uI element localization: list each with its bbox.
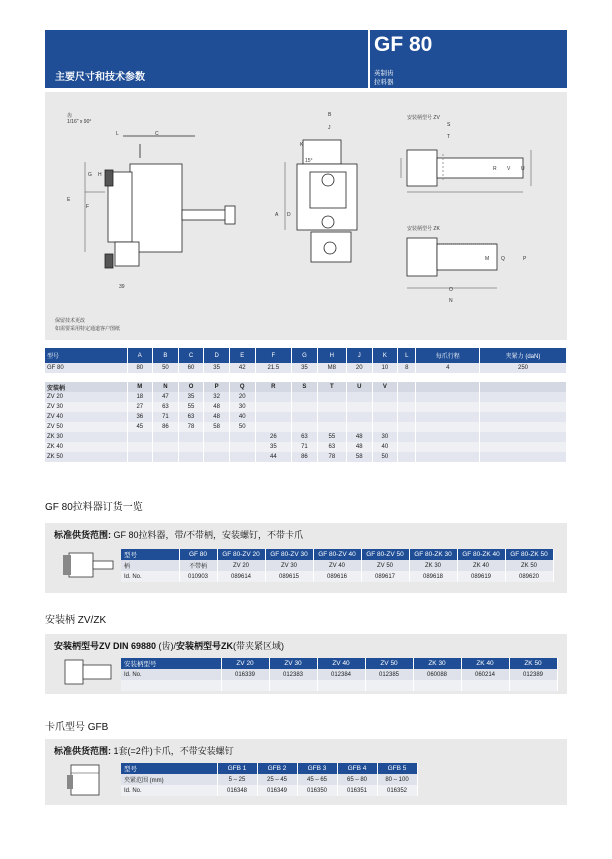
- order-header-row: [121, 549, 553, 560]
- header-banner: [45, 30, 368, 88]
- spec-shank-row-cell: 50: [372, 452, 398, 462]
- puller-thumbnail: [59, 547, 117, 583]
- spec-shank-row-cell: [317, 422, 346, 432]
- spec-shank-row-cell: ZV 40: [45, 412, 127, 422]
- technical-drawing: [45, 92, 567, 340]
- spec-header-row-cell: E: [229, 348, 255, 363]
- shank-id-row-cell: 012389: [509, 669, 557, 680]
- dim-U: U: [521, 166, 525, 172]
- jaw-range-row-cell: 65 – 80: [337, 774, 377, 785]
- spec-shank-row-cell: 63: [153, 402, 179, 412]
- jaw-id-row-cell: 016348: [217, 785, 257, 796]
- spec-shank-row-cell: 44: [255, 452, 292, 462]
- spec-shank-row-cell: 32: [204, 392, 230, 402]
- spec-shank-row-cell: 71: [292, 442, 318, 452]
- shank-id-row-cell: 012383: [269, 669, 317, 680]
- spec-shank-row-cell: ZK 40: [45, 442, 127, 452]
- spec-shank-row-cell: [255, 422, 292, 432]
- spec-shank-row-cell: [153, 442, 179, 452]
- spec-shank-row-cell: 86: [153, 422, 179, 432]
- order-id-row-cell: 089614: [217, 571, 265, 582]
- spec-shank-row-cell: [398, 402, 416, 412]
- spec-shank-row-cell: [372, 402, 398, 412]
- shank-header-row-cell: ZV 30: [269, 658, 317, 669]
- spec-shank-row-cell: 30: [372, 432, 398, 442]
- spec-shank-row-cell: [317, 402, 346, 412]
- spec-row-gf80-cell: 4: [416, 363, 480, 373]
- spec-header-row-cell: B: [153, 348, 179, 363]
- spec-row-gf80-cell: 10: [372, 363, 398, 373]
- drawing-svg: [45, 92, 567, 340]
- page-title: GF 80: [374, 33, 433, 56]
- shank-id-row-cell: 012384: [317, 669, 365, 680]
- spec-shank-row-cell: 36: [127, 412, 153, 422]
- dim-P: P: [523, 256, 527, 262]
- jaw-id-row-cell: 016351: [337, 785, 377, 796]
- spec-shank-row-cell: 40: [372, 442, 398, 452]
- spec-shank-row-cell: [416, 422, 480, 432]
- jaw-id-row-cell: 016349: [257, 785, 297, 796]
- dim-A: A: [275, 212, 279, 218]
- shank-empty-row-cell: [317, 680, 365, 691]
- spec-row-gf80-cell: 250: [480, 363, 567, 373]
- order-header-row-cell: GF 80-ZK 50: [505, 549, 553, 560]
- spec-shank-row-cell: [416, 432, 480, 442]
- jaw-header-row-cell: GFB 4: [337, 763, 377, 774]
- spec-header-row-cell: 型号: [45, 348, 127, 363]
- shank-id-row-cell: 012385: [365, 669, 413, 680]
- order-id-row-cell: Id. No.: [121, 571, 179, 582]
- spec-shank-row-cell: [480, 402, 567, 412]
- shank-thumbnail: [59, 656, 117, 688]
- spec-header-row-cell: 每爪行程: [416, 348, 480, 363]
- spec-shank-row-cell: [127, 432, 153, 442]
- order-box-title: 标准供货范围: GF 80拉料器，带/不带柄，安装螺钉，不带卡爪: [54, 530, 304, 540]
- spec-shank-header-row-cell: [398, 382, 416, 392]
- spec-shank-header-row-cell: V: [372, 382, 398, 392]
- order-header-row-cell: GF 80-ZV 50: [361, 549, 409, 560]
- shank-header-row-cell: 安装柄型号: [121, 658, 221, 669]
- spec-shank-row-cell: 47: [153, 392, 179, 402]
- spec-shank-row-cell: [398, 432, 416, 442]
- spec-shank-row-cell: [153, 432, 179, 442]
- spec-shank-row-cell: [416, 402, 480, 412]
- spec-row-gf80-cell: 35: [292, 363, 318, 373]
- shank-empty-row-cell: [121, 680, 221, 691]
- spec-header-row-cell: 夹紧力 (daN): [480, 348, 567, 363]
- header-title-block: [370, 30, 567, 88]
- spec-shank-header-row-cell: [480, 382, 567, 392]
- spec-shank-row-cell: [398, 422, 416, 432]
- spec-shank-header-row-cell: R: [255, 382, 292, 392]
- dim-J: J: [328, 125, 331, 131]
- zv-label: 安装柄型号 ZV: [407, 115, 440, 121]
- shank-header-row-cell: ZK 30: [413, 658, 461, 669]
- spec-shank-row-cell: 27: [127, 402, 153, 412]
- spec-shank-row-cell: [317, 392, 346, 402]
- dim-L: L: [116, 131, 119, 137]
- body-side: [130, 164, 182, 252]
- spec-shank-row-cell: [178, 442, 204, 452]
- order-id-row-cell: 089617: [361, 571, 409, 582]
- dim-M: M: [485, 256, 490, 262]
- spec-header-row-cell: H: [317, 348, 346, 363]
- spec-shank-row-cell: [346, 422, 372, 432]
- jaw-range-row-cell: 25 – 45: [257, 774, 297, 785]
- spec-shank-row-cell: [398, 412, 416, 422]
- spec-shank-row-cell: [178, 452, 204, 462]
- order-shank-row-cell: ZV 40: [313, 560, 361, 571]
- jaw-header-row-cell: GFB 2: [257, 763, 297, 774]
- spec-shank-row-cell: 55: [317, 432, 346, 442]
- shank-id-row: [121, 669, 557, 680]
- spec-shank-row-cell: 35: [178, 392, 204, 402]
- order-shank-row-cell: ZK 50: [505, 560, 553, 571]
- order-shank-row-cell: ZV 20: [217, 560, 265, 571]
- dim-F: F: [86, 204, 90, 210]
- jaw-range-row: [121, 774, 417, 785]
- order-shank-row-cell: ZK 30: [409, 560, 457, 571]
- shank-empty-row-cell: [509, 680, 557, 691]
- jaw-id-row-cell: 016350: [297, 785, 337, 796]
- spec-shank-row-cell: [480, 392, 567, 402]
- spec-shank-row-cell: 40: [229, 412, 255, 422]
- dim-D: D: [287, 212, 291, 218]
- spec-header-row-cell: F: [255, 348, 292, 363]
- shank-header-row-cell: ZV 20: [221, 658, 269, 669]
- shank-id-row-cell: 016339: [221, 669, 269, 680]
- spec-shank-row-cell: [372, 392, 398, 402]
- jaw-id-row: [121, 785, 417, 796]
- spec-shank-row-cell: 78: [317, 452, 346, 462]
- spec-shank-row-cell: [416, 442, 480, 452]
- spec-shank-header-row-cell: M: [127, 382, 153, 392]
- shank-header-row-cell: ZK 50: [509, 658, 557, 669]
- jaw-table: [121, 763, 418, 796]
- order-header-row-cell: GF 80-ZV 40: [313, 549, 361, 560]
- shank-side: [182, 210, 232, 220]
- tooth-label: 齿: [67, 113, 73, 119]
- spec-shank-row-cell: [153, 452, 179, 462]
- spec-shank-row-cell: [229, 442, 255, 452]
- spec-shank-header-row-cell: N: [153, 382, 179, 392]
- dim-Q: Q: [501, 256, 505, 262]
- tooth-spec: 1/16" x 90°: [67, 119, 92, 125]
- jaw-id-row-cell: Id. No.: [121, 785, 217, 796]
- spec-shank-row-cell: 35: [255, 442, 292, 452]
- jaw-thumbnail: [63, 761, 113, 799]
- spec-shank-header-row-cell: 安装柄: [45, 382, 127, 392]
- spec-shank-row-cell: 26: [255, 432, 292, 442]
- spec-shank-row-cell: [292, 412, 318, 422]
- dim-E: E: [67, 197, 71, 203]
- spec-shank-row-cell: [346, 392, 372, 402]
- drawing-note-2: 如需要采用特定通道客户图纸: [55, 326, 121, 332]
- spec-shank-row-cell: [317, 412, 346, 422]
- spec-header-row-cell: D: [204, 348, 230, 363]
- header-caption-2: 拉料器: [374, 79, 394, 86]
- shank-empty-row-cell: [365, 680, 413, 691]
- order-header-row-cell: 型号: [121, 549, 179, 560]
- spec-header-row-cell: K: [372, 348, 398, 363]
- section-order-heading: GF 80拉料器订货一览: [45, 502, 143, 513]
- jaw-header-row-cell: GFB 1: [217, 763, 257, 774]
- dim-C: C: [155, 131, 159, 137]
- spec-shank-row-cell: 30: [229, 402, 255, 412]
- shank-box: [45, 634, 567, 694]
- spec-shank-row: [45, 442, 567, 452]
- order-header-row-cell: GF 80-ZV 20: [217, 549, 265, 560]
- spec-shank-row-cell: [255, 412, 292, 422]
- zk-label: 安装柄型号 ZK: [407, 226, 440, 232]
- spec-shank-row-cell: [204, 432, 230, 442]
- spec-shank-row: [45, 432, 567, 442]
- shank-header-row-cell: ZK 40: [461, 658, 509, 669]
- order-header-row-cell: GF 80-ZK 40: [457, 549, 505, 560]
- spec-shank-row-cell: [480, 432, 567, 442]
- spec-row-gf80-cell: 21.5: [255, 363, 292, 373]
- spec-header-row-cell: L: [398, 348, 416, 363]
- order-table: [121, 549, 554, 582]
- spec-shank-row-cell: [398, 452, 416, 462]
- spec-shank-row-cell: [292, 422, 318, 432]
- spec-shank-row-cell: [292, 392, 318, 402]
- spec-shank-row-cell: 63: [292, 432, 318, 442]
- shank-id-row-cell: 060088: [413, 669, 461, 680]
- jaw-id-row-cell: 016352: [377, 785, 417, 796]
- spec-shank-row-cell: [229, 452, 255, 462]
- spec-shank-row-cell: 71: [153, 412, 179, 422]
- spec-shank-row-cell: [178, 432, 204, 442]
- order-shank-row-cell: ZV 30: [265, 560, 313, 571]
- spec-shank-row-cell: [229, 432, 255, 442]
- order-id-row-cell: 089618: [409, 571, 457, 582]
- spec-row-gf80-cell: 20: [346, 363, 372, 373]
- jaw-box-title: 标准供货范围: 1套(=2件)卡爪，不带安装螺钉: [54, 746, 234, 756]
- spec-shank-row-cell: 63: [317, 442, 346, 452]
- spec-shank-row-cell: [398, 392, 416, 402]
- jaw-range-row-cell: 夹紧范围 (mm): [121, 774, 217, 785]
- spec-shank-row-cell: [204, 452, 230, 462]
- spec-shank-row-cell: 48: [346, 432, 372, 442]
- spec-shank-row: [45, 412, 567, 422]
- spec-shank-row-cell: 50: [229, 422, 255, 432]
- shank-empty-row-cell: [413, 680, 461, 691]
- spec-row-gf80-cell: 50: [153, 363, 179, 373]
- spec-row-gf80-cell: GF 80: [45, 363, 127, 373]
- order-header-row-cell: GF 80: [179, 549, 217, 560]
- dim-B: B: [328, 112, 332, 118]
- shank-header-row: [121, 658, 557, 669]
- order-id-row-cell: 089616: [313, 571, 361, 582]
- dim-O: O: [449, 287, 453, 293]
- spec-row-gf80-cell: 60: [178, 363, 204, 373]
- spec-shank-row-cell: [292, 402, 318, 412]
- spec-header-row-cell: C: [178, 348, 204, 363]
- order-shank-row: [121, 560, 553, 571]
- jaw-header-row: [121, 763, 417, 774]
- spec-shank-row-cell: 48: [346, 442, 372, 452]
- jaw-box: [45, 739, 567, 805]
- shank-empty-row-cell: [269, 680, 317, 691]
- dim-N: N: [449, 298, 453, 304]
- spec-shank-row-cell: [255, 392, 292, 402]
- dim-K: K: [300, 142, 304, 148]
- spec-header-row-cell: A: [127, 348, 153, 363]
- dim-R: R: [493, 166, 497, 172]
- header-caption-1: 英制齿: [374, 70, 394, 77]
- spec-shank-row-cell: 55: [178, 402, 204, 412]
- order-id-row-cell: 089615: [265, 571, 313, 582]
- spec-shank-row: [45, 392, 567, 402]
- spec-shank-row-cell: ZK 30: [45, 432, 127, 442]
- order-shank-row-cell: ZV 50: [361, 560, 409, 571]
- spec-shank-row-cell: [416, 392, 480, 402]
- spec-shank-row-cell: [204, 442, 230, 452]
- spec-shank-row-cell: [480, 442, 567, 452]
- spec-header-row-cell: J: [346, 348, 372, 363]
- order-header-row-cell: GF 80-ZK 30: [409, 549, 457, 560]
- shank-header-row-cell: ZV 40: [317, 658, 365, 669]
- spec-shank-row-cell: [372, 422, 398, 432]
- dim-V: V: [507, 166, 511, 172]
- dim-H: H: [98, 172, 102, 178]
- spec-shank-row-cell: ZK 50: [45, 452, 127, 462]
- jaw-range-row-cell: 5 – 25: [217, 774, 257, 785]
- order-shank-row-cell: 不带柄: [179, 560, 217, 571]
- spec-gap-row: [45, 373, 567, 382]
- spec-shank-row-cell: [416, 412, 480, 422]
- section-shank-heading: 安装柄 ZV/ZK: [45, 615, 107, 626]
- jaw-header-row-cell: GFB 5: [377, 763, 417, 774]
- spec-shank-row-cell: 58: [204, 422, 230, 432]
- spec-shank-header-row-cell: P: [204, 382, 230, 392]
- spec-shank-row-cell: [480, 452, 567, 462]
- spec-shank-row-cell: [346, 402, 372, 412]
- spec-row-gf80: [45, 363, 567, 373]
- spec-row-gf80-cell: 8: [398, 363, 416, 373]
- spec-shank-row-cell: [416, 452, 480, 462]
- spec-shank-row-cell: 48: [204, 402, 230, 412]
- dim-T: T: [447, 134, 451, 140]
- spec-shank-row-cell: [127, 452, 153, 462]
- shank-empty-row-cell: [461, 680, 509, 691]
- order-header-row-cell: GF 80-ZV 30: [265, 549, 313, 560]
- spec-row-gf80-cell: M8: [317, 363, 346, 373]
- spec-shank-header-row-cell: [416, 382, 480, 392]
- spec-shank-row-cell: ZV 50: [45, 422, 127, 432]
- order-box: [45, 523, 567, 593]
- jaw-range-row-cell: 80 – 100: [377, 774, 417, 785]
- spec-shank-row-cell: 86: [292, 452, 318, 462]
- spec-shank-row-cell: [372, 412, 398, 422]
- spec-shank-row-cell: [480, 422, 567, 432]
- spec-shank-row-cell: [398, 442, 416, 452]
- spec-shank-row-cell: 18: [127, 392, 153, 402]
- spec-shank-row-cell: 20: [229, 392, 255, 402]
- shank-id-row-cell: Id. No.: [121, 669, 221, 680]
- order-id-row-cell: 089620: [505, 571, 553, 582]
- order-id-row: [121, 571, 553, 582]
- spec-shank-header-row-cell: Q: [229, 382, 255, 392]
- spec-table: [45, 348, 567, 462]
- spec-header-row-cell: G: [292, 348, 318, 363]
- dim-15deg: 15°: [305, 158, 313, 164]
- order-id-row-cell: 089619: [457, 571, 505, 582]
- spec-header-row: [45, 348, 567, 363]
- spec-shank-row-cell: 63: [178, 412, 204, 422]
- jaw-header-row-cell: GFB 3: [297, 763, 337, 774]
- spec-shank-header-row-cell: S: [292, 382, 318, 392]
- shank-header-row-cell: ZV 50: [365, 658, 413, 669]
- spec-shank-row-cell: [346, 412, 372, 422]
- spec-row-gf80-cell: 80: [127, 363, 153, 373]
- spec-shank-header-row-cell: O: [178, 382, 204, 392]
- spec-shank-row-cell: [480, 412, 567, 422]
- dim-G: G: [88, 172, 92, 178]
- shank-empty-row: [121, 680, 557, 691]
- jaw-range-row-cell: 45 – 65: [297, 774, 337, 785]
- dim-S: S: [447, 122, 451, 128]
- spec-row-gf80-cell: 35: [204, 363, 230, 373]
- spec-shank-row-cell: 48: [204, 412, 230, 422]
- shank-id-row-cell: 060214: [461, 669, 509, 680]
- spec-shank-row: [45, 422, 567, 432]
- shank-table: [121, 658, 558, 691]
- shank-box-title: 安装柄型号ZV DIN 69880 (齿)/安装柄型号ZK(带夹紧区域): [54, 641, 285, 651]
- spec-shank-row-cell: 45: [127, 422, 153, 432]
- spec-shank-header-row-cell: T: [317, 382, 346, 392]
- shank-empty-row-cell: [221, 680, 269, 691]
- drawing-note-1: 保留技术更改: [55, 318, 86, 324]
- spec-shank-row: [45, 452, 567, 462]
- spec-shank-header-row: [45, 382, 567, 392]
- spec-shank-row-cell: [255, 402, 292, 412]
- order-id-row-cell: 010903: [179, 571, 217, 582]
- spec-shank-row-cell: [127, 442, 153, 452]
- spec-shank-header-row-cell: U: [346, 382, 372, 392]
- order-shank-row-cell: 柄: [121, 560, 179, 571]
- spec-shank-row-cell: ZV 20: [45, 392, 127, 402]
- jaw-header-row-cell: 型号: [121, 763, 217, 774]
- dim-39: 39: [119, 284, 125, 290]
- order-shank-row-cell: ZK 40: [457, 560, 505, 571]
- spec-shank-row-cell: ZV 30: [45, 402, 127, 412]
- section-jaw-heading: 卡爪型号 GFB: [45, 722, 109, 733]
- spec-shank-row-cell: 78: [178, 422, 204, 432]
- spec-shank-row: [45, 402, 567, 412]
- spec-shank-row-cell: 58: [346, 452, 372, 462]
- spec-row-gf80-cell: 42: [229, 363, 255, 373]
- page-subtitle: 主要尺寸和技术参数: [55, 72, 145, 83]
